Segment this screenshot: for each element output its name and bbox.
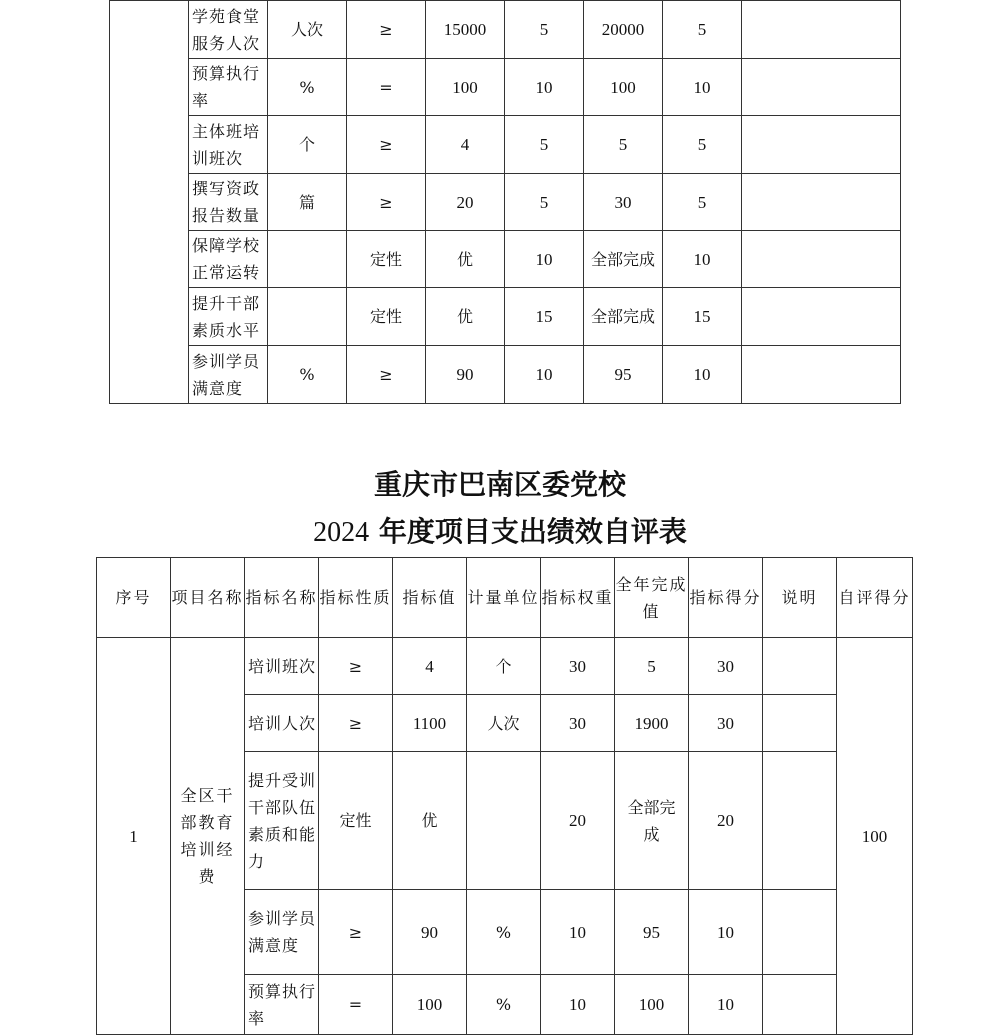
- note-cell: [742, 346, 901, 404]
- indicator-name: 参训学员满意度: [245, 890, 319, 975]
- score-cell: 10: [689, 890, 763, 975]
- header-actual: 全年完成值: [615, 558, 689, 638]
- score-cell: 20: [689, 752, 763, 890]
- header-seq: 序号: [97, 558, 171, 638]
- nature-cell: 定性: [319, 752, 393, 890]
- indicator-name: 预算执行率: [189, 59, 268, 116]
- note-cell: [763, 975, 837, 1035]
- header-note: 说明: [763, 558, 837, 638]
- value-cell: 100: [393, 975, 467, 1035]
- weight-cell: 15: [505, 288, 584, 346]
- score-cell: 5: [663, 174, 742, 231]
- score-cell: 5: [663, 1, 742, 59]
- indicator-name: 学苑食堂服务人次: [189, 1, 268, 59]
- page-title: 重庆市巴南区委党校: [373, 468, 626, 501]
- weight-cell: 5: [505, 116, 584, 174]
- weight-cell: 10: [505, 59, 584, 116]
- value-cell: 优: [393, 752, 467, 890]
- target-cell: 100: [426, 59, 505, 116]
- unit-cell: %: [268, 59, 347, 116]
- unit-cell: [268, 231, 347, 288]
- actual-cell: 全部完成: [584, 288, 663, 346]
- project-seq: 1: [97, 638, 171, 1035]
- project-name: 全区干部教育培训经费: [171, 638, 245, 1035]
- unit-cell: 人次: [268, 1, 347, 59]
- nature-cell: ≥: [319, 638, 393, 695]
- weight-cell: 20: [541, 752, 615, 890]
- unit-cell: 个: [268, 116, 347, 174]
- indicator-name: 参训学员满意度: [189, 346, 268, 404]
- indicator-name: 预算执行率: [245, 975, 319, 1035]
- weight-cell: 30: [541, 638, 615, 695]
- value-cell: 90: [393, 890, 467, 975]
- performance-self-evaluation-table: [96, 557, 913, 1035]
- operator-cell: ≥: [347, 346, 426, 404]
- indicator-name: 保障学校正常运转: [189, 231, 268, 288]
- weight-cell: 10: [505, 346, 584, 404]
- score-cell: 30: [689, 638, 763, 695]
- score-cell: 10: [663, 59, 742, 116]
- actual-cell: 20000: [584, 1, 663, 59]
- indicator-name: 培训人次: [245, 695, 319, 752]
- score-cell: 30: [689, 695, 763, 752]
- actual-cell: 30: [584, 174, 663, 231]
- actual-cell: 5: [615, 638, 689, 695]
- nature-cell: ≥: [319, 890, 393, 975]
- weight-cell: 30: [541, 695, 615, 752]
- target-cell: 优: [426, 288, 505, 346]
- title-text: 年度项目支出绩效自评表: [378, 515, 687, 548]
- weight-cell: 5: [505, 1, 584, 59]
- value-cell: 1100: [393, 695, 467, 752]
- operator-cell: ≥: [347, 1, 426, 59]
- indicator-name: 撰写资政报告数量: [189, 174, 268, 231]
- header-score: 指标得分: [689, 558, 763, 638]
- operator-cell: 定性: [347, 231, 426, 288]
- note-cell: [742, 116, 901, 174]
- note-cell: [742, 231, 901, 288]
- note-cell: [763, 638, 837, 695]
- weight-cell: 10: [541, 975, 615, 1035]
- note-cell: [763, 890, 837, 975]
- indicator-name: 提升干部素质水平: [189, 288, 268, 346]
- score-cell: 10: [689, 975, 763, 1035]
- note-cell: [763, 752, 837, 890]
- header-self-score: 自评得分: [837, 558, 913, 638]
- unit-cell: [268, 288, 347, 346]
- weight-cell: 10: [541, 890, 615, 975]
- score-cell: 10: [663, 346, 742, 404]
- target-cell: 优: [426, 231, 505, 288]
- header-indicator: 指标名称: [245, 558, 319, 638]
- header-project: 项目名称: [171, 558, 245, 638]
- actual-cell: 100: [584, 59, 663, 116]
- operator-cell: =: [347, 59, 426, 116]
- unit-cell: %: [268, 346, 347, 404]
- unit-cell: 篇: [268, 174, 347, 231]
- target-cell: 4: [426, 116, 505, 174]
- actual-cell: 95: [615, 890, 689, 975]
- actual-cell: 1900: [615, 695, 689, 752]
- operator-cell: 定性: [347, 288, 426, 346]
- unit-cell: %: [467, 890, 541, 975]
- unit-cell: 个: [467, 638, 541, 695]
- score-cell: 5: [663, 116, 742, 174]
- score-cell: 10: [663, 231, 742, 288]
- actual-cell: 全部完成: [584, 231, 663, 288]
- title-year: 2024: [313, 517, 370, 548]
- weight-cell: 5: [505, 174, 584, 231]
- note-cell: [742, 288, 901, 346]
- note-cell: [742, 59, 901, 116]
- actual-cell: 全部完成: [615, 752, 689, 890]
- indicator-name: 提升受训干部队伍素质和能力: [245, 752, 319, 890]
- header-nature: 指标性质: [319, 558, 393, 638]
- indicator-name: 培训班次: [245, 638, 319, 695]
- top-indicator-table: [109, 0, 901, 404]
- operator-cell: ≥: [347, 116, 426, 174]
- value-cell: 4: [393, 638, 467, 695]
- indicator-name: 主体班培训班次: [189, 116, 268, 174]
- target-cell: 20: [426, 174, 505, 231]
- target-cell: 90: [426, 346, 505, 404]
- actual-cell: 95: [584, 346, 663, 404]
- actual-cell: 5: [584, 116, 663, 174]
- self-score: 100: [837, 638, 913, 1035]
- top-merged-cell: [110, 1, 189, 404]
- unit-cell: [467, 752, 541, 890]
- unit-cell: 人次: [467, 695, 541, 752]
- header-weight: 指标权重: [541, 558, 615, 638]
- operator-cell: ≥: [347, 174, 426, 231]
- note-cell: [742, 1, 901, 59]
- header-value: 指标值: [393, 558, 467, 638]
- note-cell: [742, 174, 901, 231]
- actual-cell: 100: [615, 975, 689, 1035]
- target-cell: 15000: [426, 1, 505, 59]
- nature-cell: ≥: [319, 695, 393, 752]
- header-unit: 计量单位: [467, 558, 541, 638]
- note-cell: [763, 695, 837, 752]
- unit-cell: %: [467, 975, 541, 1035]
- nature-cell: =: [319, 975, 393, 1035]
- page-subtitle: [0, 510, 1000, 550]
- weight-cell: 10: [505, 231, 584, 288]
- score-cell: 15: [663, 288, 742, 346]
